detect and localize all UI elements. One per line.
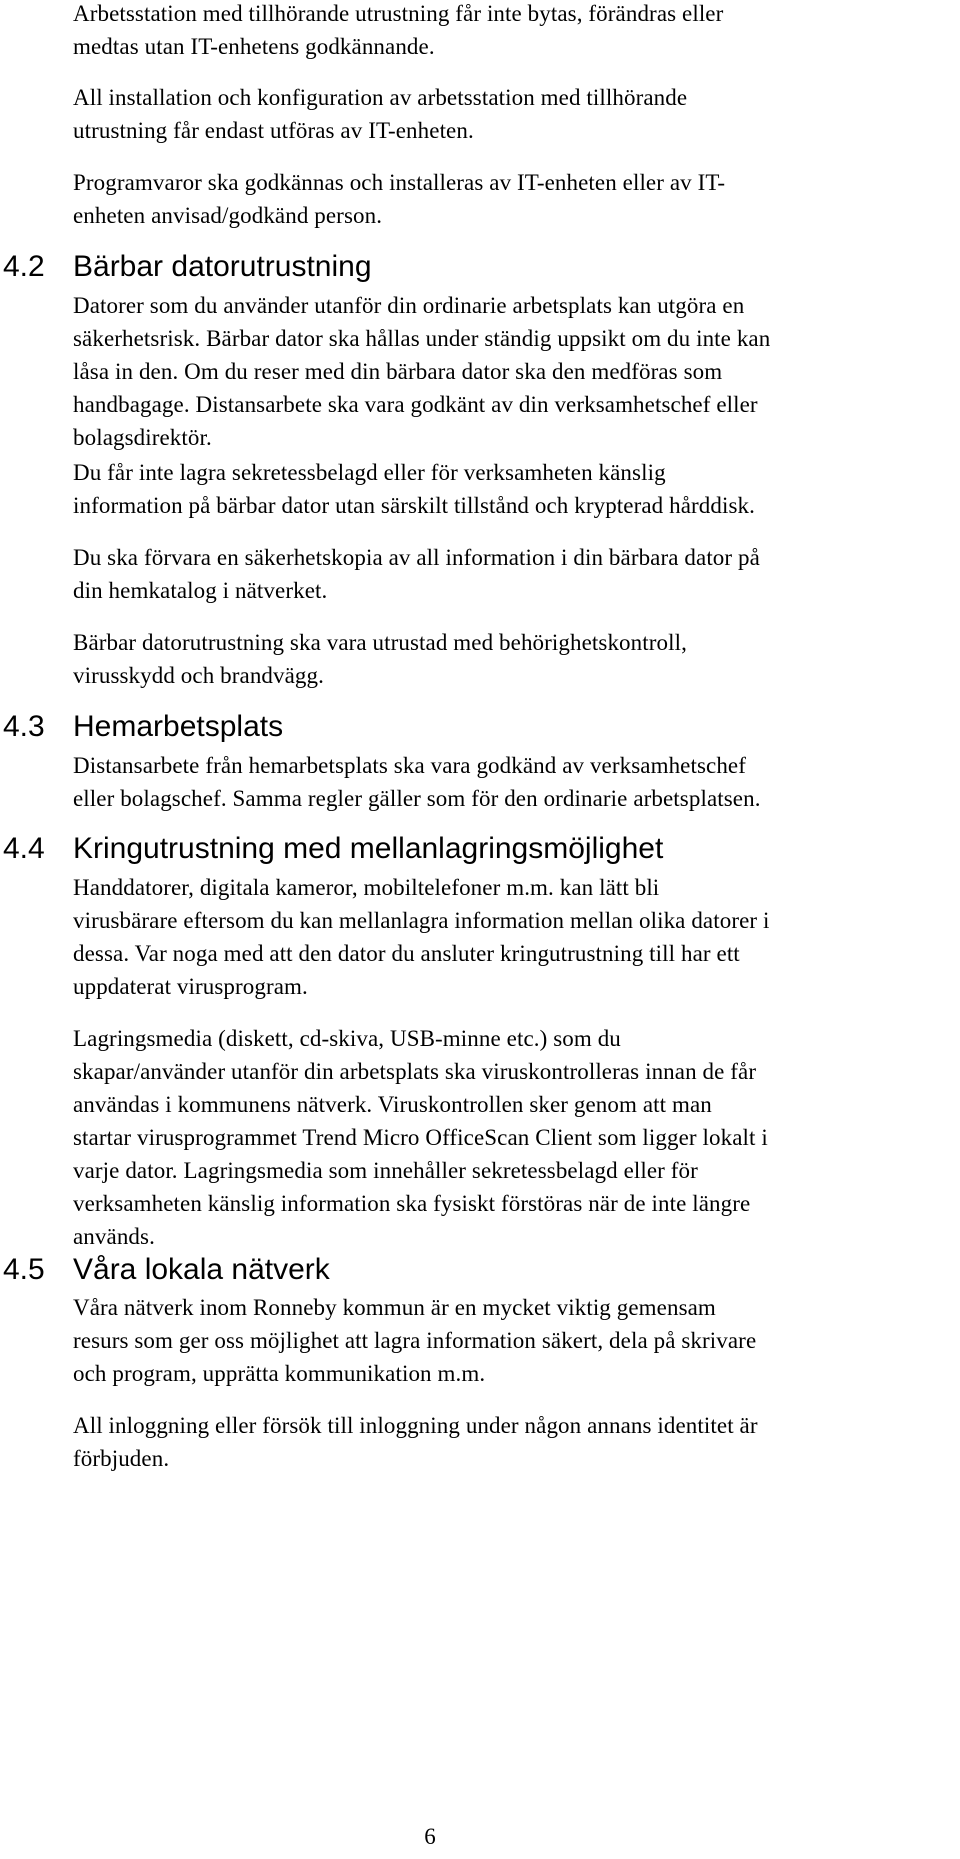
- section-4-4-paragraph-2: Lagringsmedia (diskett, cd-skiva, USB-minne etc.) som du skapar/använder utanför din arbetsplats ska viruskontrolleras innan de får användas i kommunens nätverk. Viruskontrollen sker genom att man startar virusprogrammet Trend Micro OfficeScan Client som ligger lokalt i varje dator. Lagringsmedia som innehåller sekretessbelagd eller för verksamheten känslig information ska fysiskt förstöras när de inte längre används.: [73, 1026, 768, 1249]
- section-4-2-paragraph-3: Du ska förvara en säkerhetskopia av all information i din bärbara dator på din hemkatalog i nätverket.: [73, 545, 760, 603]
- section-number: 4.4: [3, 832, 45, 865]
- intro-paragraph-1: Arbetsstation med tillhörande utrustning får inte bytas, förändras eller medtas utan IT-enhetens godkännande.: [73, 1, 724, 59]
- section-4-5-paragraph-1: Våra nätverk inom Ronneby kommun är en mycket viktig gemensam resurs som ger oss möjlighet att lagra information säkert, dela på skrivare och program, upprätta kommunikation m.m.: [73, 1295, 757, 1386]
- section-heading-4-4: [3, 831, 663, 867]
- section-4-4-paragraph-1: Handdatorer, digitala kameror, mobiltelefoner m.m. kan lätt bli virusbärare eftersom du kan mellanlagra information mellan olika datorer i dessa. Var noga med att den dator du ansluter kringutrustning till har ett uppdaterat virusprogram.: [73, 875, 770, 999]
- intro-paragraph-3: Programvaror ska godkännas och installeras av IT-enheten eller av IT- enheten anvisad/godkänd person.: [73, 170, 726, 228]
- section-number: 4.3: [3, 710, 45, 743]
- section-number: 4.5: [3, 1253, 45, 1286]
- section-heading-4-5: [3, 1252, 330, 1288]
- section-4-5-paragraph-2: All inloggning eller försök till inloggning under någon annans identitet är förbjuden.: [73, 1413, 758, 1471]
- page-number: 6: [424, 1824, 436, 1849]
- section-title: Kringutrustning med mellanlagringsmöjlighet: [73, 832, 664, 865]
- section-4-2-paragraph-1: Datorer som du använder utanför din ordinarie arbetsplats kan utgöra en säkerhetsrisk. Bärbar dator ska hållas under ständig uppsikt om du inte kan låsa in den. Om du reser med din bärbara dator ska den medföras som handbagage. Distansarbete ska vara godkänt av din verksamhetschef eller bolagsdirektör.: [73, 293, 771, 450]
- intro-paragraph-2: All installation och konfiguration av arbetsstation med tillhörande utrustning får endast utföras av IT-enheten.: [73, 85, 688, 143]
- section-4-3-paragraph-1: Distansarbete från hemarbetsplats ska vara godkänd av verksamhetschef eller bolagschef. Samma regler gäller som för den ordinarie arbetsplatsen.: [73, 753, 761, 811]
- section-4-2-paragraph-4: Bärbar datorutrustning ska vara utrustad med behörighetskontroll, virusskydd och brandvägg.: [73, 630, 687, 688]
- section-heading-4-2: [3, 249, 372, 285]
- section-4-2-paragraph-2: Du får inte lagra sekretessbelagd eller för verksamheten känslig information på bärbar dator utan särskilt tillstånd och krypterad hårddisk.: [73, 460, 755, 518]
- section-title: Våra lokala nätverk: [73, 1253, 330, 1286]
- section-number: 4.2: [3, 250, 45, 283]
- section-title: Hemarbetsplats: [73, 710, 284, 743]
- section-heading-4-3: [3, 709, 283, 745]
- section-title: Bärbar datorutrustning: [73, 250, 372, 283]
